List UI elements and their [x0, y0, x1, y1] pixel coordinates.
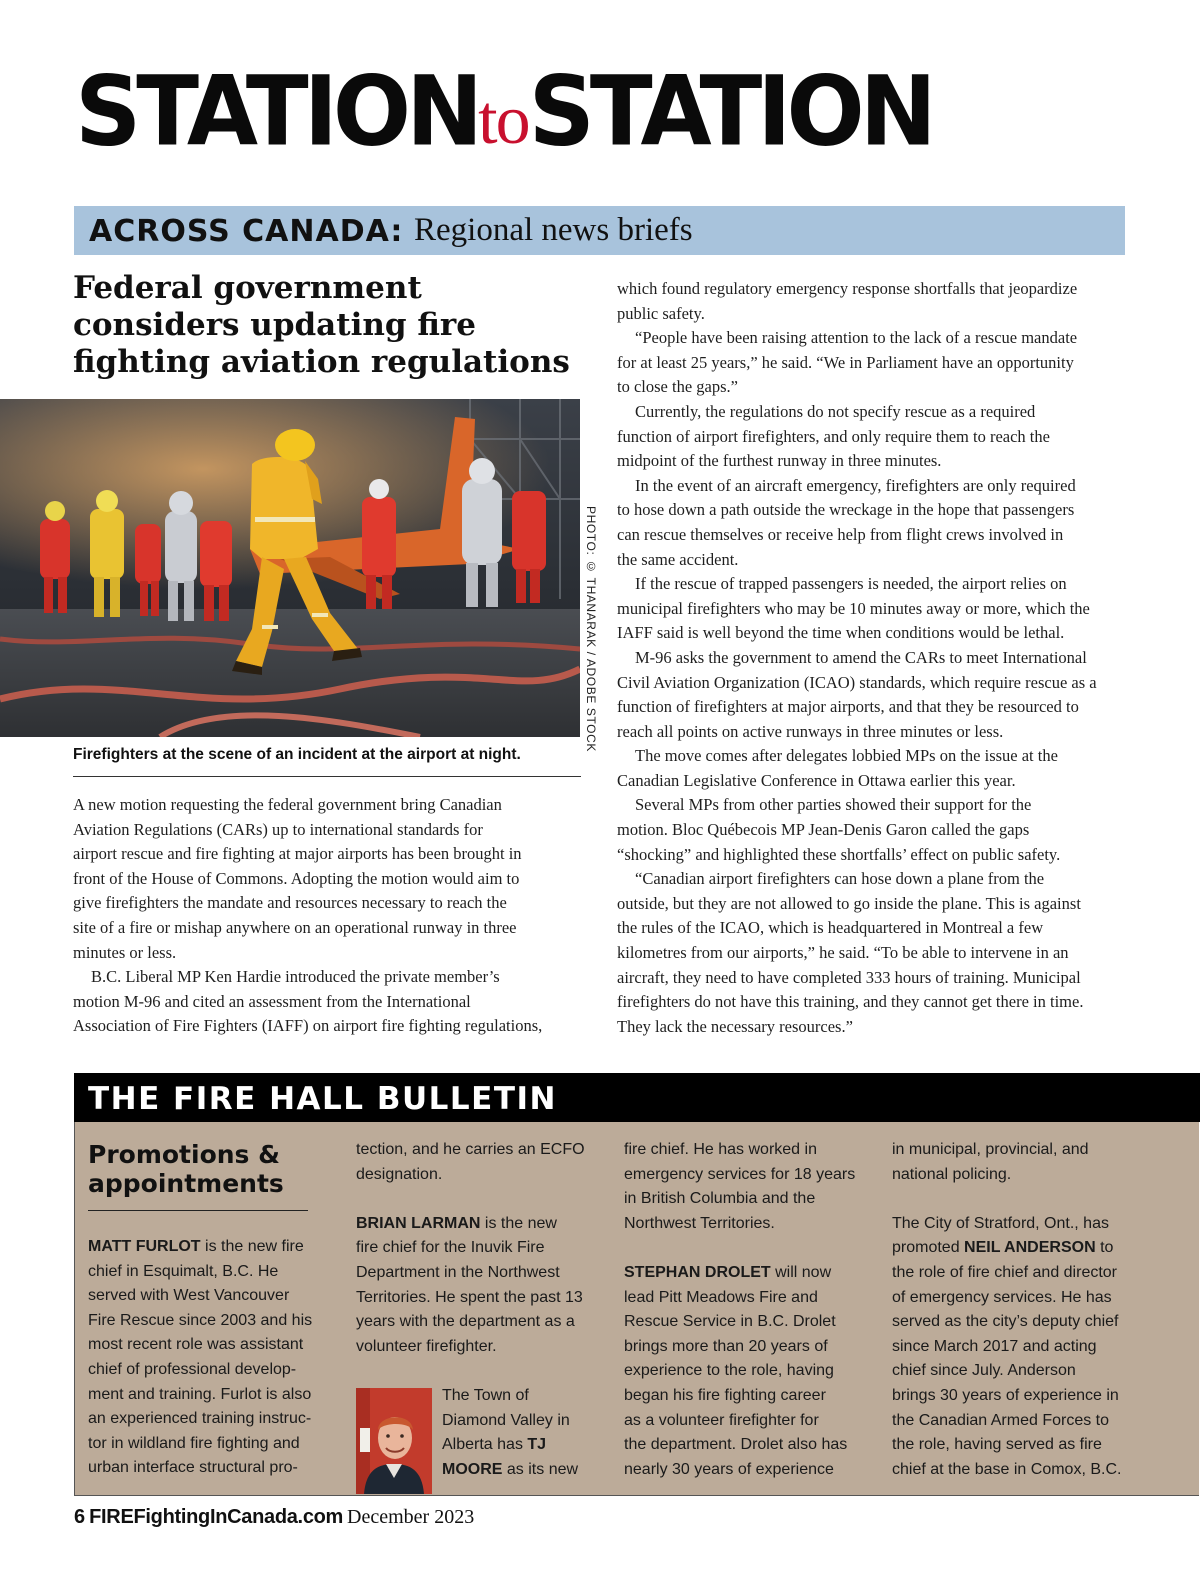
paragraph-gap	[892, 1187, 1132, 1212]
page-number: 6	[74, 1506, 86, 1528]
headline-line: considers updating fire	[73, 307, 476, 343]
bulletin-line	[892, 1236, 1132, 1261]
bulletin-line: the Canadian Armed Forces to	[892, 1411, 1110, 1429]
promotions-heading-line: appointments	[88, 1169, 284, 1198]
bulletin-line: tection, and he carries an ECFO	[356, 1141, 585, 1158]
body-line: IAFF said is well beyond the time when conditions would be lethal.	[617, 623, 1065, 643]
bulletin-line: served as the city’s deputy chief	[892, 1313, 1119, 1331]
bulletin-line: fire chief. He has worked in	[624, 1141, 817, 1158]
bulletin-line: years with the department as a	[356, 1313, 575, 1331]
body-line: Canadian Legislative Conference in Ottawa earlier this year.	[617, 770, 1016, 790]
banner-heading: ACROSS CANADA:	[89, 214, 404, 249]
body-line: function of firefighters at major airports, and that they be resourced to	[617, 697, 1079, 717]
bulletin-line: since March 2017 and acting	[892, 1337, 1097, 1355]
bulletin-line: chief since July. Anderson	[892, 1362, 1076, 1380]
body-line: municipal firefighters who may be 10 minutes away or more, which the	[617, 598, 1090, 618]
bulletin-title: THE FIRE HALL BULLETIN	[88, 1081, 557, 1117]
body-line: to close the gaps.”	[617, 377, 738, 397]
person-name: TJ	[527, 1436, 547, 1454]
moore-text	[442, 1384, 578, 1482]
bulletin-text: is the new fire	[200, 1238, 304, 1255]
bulletin-line: emergency services for 18 years	[624, 1165, 856, 1183]
bulletin-column-3	[624, 1138, 864, 1482]
bulletin-line: national policing.	[892, 1165, 1012, 1183]
body-line: Aviation Regulations (CARs) up to international standards for	[73, 819, 483, 839]
body-line: can rescue themselves or receive help from flight crews involved in	[617, 524, 1064, 544]
bulletin-line: served with West Vancouver	[88, 1287, 290, 1305]
bulletin-line: Northwest Territories.	[624, 1214, 775, 1232]
bulletin-line: ment and training. Furlot is also	[88, 1385, 312, 1403]
bulletin-line: chief of professional develop-	[88, 1360, 297, 1378]
bulletin-line: Territories. He spent the past 13	[356, 1288, 583, 1306]
bulletin-line: designation.	[356, 1165, 443, 1183]
bulletin-text: to	[1095, 1239, 1114, 1257]
bulletin-line: tor in wildland fire fighting and	[88, 1434, 300, 1452]
body-line: the rules of the ICAO, which is headquartered in Montreal a few	[617, 918, 1044, 938]
masthead-logo	[75, 55, 955, 168]
body-line: “Canadian airport firefighters can hose down a plane from the	[635, 869, 1045, 889]
promotions-heading-line: Promotions &	[88, 1140, 280, 1169]
bulletin-line: experience to the role, having	[624, 1362, 834, 1380]
body-line: motion. Bloc Québecois MP Jean-Denis Garon called the gaps	[617, 820, 1030, 840]
moore-entry	[356, 1384, 591, 1507]
bulletin-line	[88, 1235, 313, 1260]
bulletin-text: Alberta has	[442, 1436, 528, 1454]
bulletin-line: The City of Stratford, Ont., has	[892, 1214, 1109, 1232]
body-line: function of airport firefighters, and only require them to reach the	[617, 426, 1050, 446]
bulletin-text: will now	[770, 1263, 832, 1281]
body-line: airport rescue and fire fighting at major airports has been brought in	[73, 844, 522, 864]
portrait-illustration	[356, 1388, 432, 1494]
body-line: outside, but they are not allowed to go inside the plane. This is against	[617, 893, 1081, 913]
person-name: MOORE	[442, 1460, 503, 1478]
body-line: firefighters do not have this training, and they cannot get there in time.	[617, 992, 1084, 1012]
person-name: STEPHAN DROLET	[624, 1263, 771, 1281]
caption-divider	[73, 776, 581, 777]
bulletin-line: Department in the Northwest	[356, 1263, 560, 1281]
bulletin-line: lead Pitt Meadows Fire and	[624, 1288, 818, 1306]
photo-credit	[584, 506, 602, 752]
body-line: midpoint of the furthest runway in three minutes.	[617, 451, 942, 471]
body-line: which found regulatory emergency response shortfalls that jeopardize	[617, 279, 1078, 298]
body-line: Civil Aviation Organization (ICAO) standards, which require rescue as a	[617, 672, 1097, 692]
body-line: reach all points on active runways in three minutes or less.	[617, 721, 1004, 741]
bulletin-line: the department. Drolet also has	[624, 1436, 848, 1454]
bulletin-header	[74, 1073, 1200, 1122]
person-name: BRIAN LARMAN	[356, 1214, 481, 1232]
masthead-station-1: STATION	[75, 55, 479, 168]
body-line: “shocking” and highlighted these shortfalls’ effect on public safety.	[617, 844, 1061, 864]
bulletin-column-4	[892, 1138, 1132, 1482]
body-line: motion M-96 and cited an assessment from the International	[73, 991, 471, 1011]
body-line: They lack the necessary resources.”	[617, 1016, 853, 1036]
bulletin-line: the role of fire chief and director	[892, 1263, 1118, 1281]
body-line: A new motion requesting the federal government bring Canadian	[73, 795, 502, 814]
article-headline	[73, 270, 573, 381]
body-line: aircraft, they need to have completed 333 hours of training. Municipal	[617, 967, 1081, 987]
body-line: public safety.	[617, 303, 705, 323]
bulletin-line: brings more than 20 years of	[624, 1337, 828, 1355]
footer-date: December 2023	[347, 1506, 475, 1528]
bulletin-line: Diamond Valley in	[442, 1411, 570, 1429]
bulletin-text: promoted	[892, 1239, 965, 1257]
body-line: kilometres from our airports,” he said. “To be able to intervene in an	[617, 943, 1069, 963]
bulletin-line: as a volunteer firefighter for	[624, 1411, 819, 1429]
bulletin-line: brings 30 years of experience in	[892, 1386, 1119, 1404]
body-line: give firefighters the mandate and resources necessary to reach the	[73, 893, 507, 913]
bulletin-line: most recent role was assistant	[88, 1336, 304, 1354]
footer-site: FIREFightingInCanada.com	[89, 1506, 344, 1528]
body-line: M-96 asks the government to amend the CARs to meet International	[635, 647, 1087, 667]
body-line: The move comes after delegates lobbied MPs on the issue at the	[635, 746, 1058, 766]
body-line: If the rescue of trapped passengers is needed, the airport relies on	[635, 574, 1067, 594]
masthead-to: to	[478, 82, 529, 159]
headline-line: fighting aviation regulations	[73, 344, 570, 380]
bulletin-line: of emergency services. He has	[892, 1288, 1112, 1306]
photo-credit-text: PHOTO: © THANARAK / ADOBE STOCK	[584, 506, 598, 752]
bulletin-line: chief in Esquimalt, B.C. He	[88, 1262, 279, 1280]
bulletin-text: as its new	[502, 1460, 579, 1478]
bulletin-column-1	[88, 1138, 313, 1481]
photo-caption: Firefighters at the scene of an incident at the airport at night.	[73, 746, 521, 763]
bulletin-line: began his fire fighting career	[624, 1386, 826, 1404]
body-line: B.C. Liberal MP Ken Hardie introduced the private member’s	[91, 967, 500, 987]
body-line: front of the House of Commons. Adopting the motion would aim to	[73, 868, 520, 888]
section-banner	[74, 206, 1125, 255]
paragraph-gap	[356, 1187, 591, 1212]
masthead-station-2: STATION	[528, 55, 932, 168]
body-line: Currently, the regulations do not specify rescue as a required	[635, 401, 1036, 421]
page-footer	[74, 1506, 474, 1529]
bulletin-line	[442, 1433, 578, 1458]
headline-line: Federal government	[73, 270, 422, 306]
body-line: for at least 25 years,” he said. “We in Parliament have an opportunity	[617, 352, 1074, 372]
bulletin-line: in municipal, provincial, and	[892, 1141, 1089, 1158]
bulletin-line: in British Columbia and the	[624, 1190, 816, 1208]
body-line: the same accident.	[617, 549, 739, 569]
body-line: Several MPs from other parties showed their support for the	[635, 795, 1032, 815]
bulletin-line	[442, 1458, 578, 1483]
body-line: “People have been raising attention to the lack of a rescue mandate	[635, 328, 1078, 348]
bulletin-line: an experienced training instruc-	[88, 1410, 312, 1428]
article-photo	[0, 399, 580, 737]
bulletin-line	[624, 1261, 864, 1286]
body-line: minutes or less.	[73, 942, 177, 962]
bulletin-line: nearly 30 years of experience	[624, 1460, 834, 1478]
promotions-divider	[88, 1210, 308, 1211]
bulletin-line: The Town of	[442, 1386, 529, 1404]
paragraph-gap	[624, 1236, 864, 1261]
promotions-heading	[88, 1140, 313, 1198]
bulletin-line: Fire Rescue since 2003 and his	[88, 1311, 313, 1329]
person-name: NEIL ANDERSON	[964, 1239, 1096, 1257]
body-line: site of a fire or mishap anywhere on an operational runway in three	[73, 917, 517, 937]
bulletin-line: volunteer firefighter.	[356, 1337, 497, 1355]
article-body-left	[73, 793, 585, 1039]
bulletin-line: the role, having served as fire	[892, 1436, 1102, 1454]
banner-subheading: Regional news briefs	[414, 212, 693, 248]
tj-moore-portrait	[356, 1388, 432, 1494]
body-line: Association of Fire Fighters (IAFF) on airport fire fighting regulations,	[73, 1016, 543, 1036]
bulletin-line: chief at the base in Comox, B.C.	[892, 1460, 1122, 1478]
bulletin-text: is the new	[480, 1214, 557, 1232]
bulletin-column-2	[356, 1138, 591, 1507]
bulletin-line: urban interface structural pro-	[88, 1459, 298, 1477]
bulletin-line: fire chief for the Inuvik Fire	[356, 1239, 545, 1257]
bulletin-line: Rescue Service in B.C. Drolet	[624, 1313, 836, 1331]
bulletin-line	[356, 1212, 591, 1237]
firefighters-airport-illustration	[0, 399, 580, 737]
article-body-right	[617, 277, 1132, 1039]
person-name: MATT FURLOT	[88, 1238, 201, 1255]
body-line: to hose down a path outside the wreckage in the hope that passengers	[617, 500, 1075, 520]
body-line: In the event of an aircraft emergency, firefighters are only required	[635, 475, 1076, 495]
